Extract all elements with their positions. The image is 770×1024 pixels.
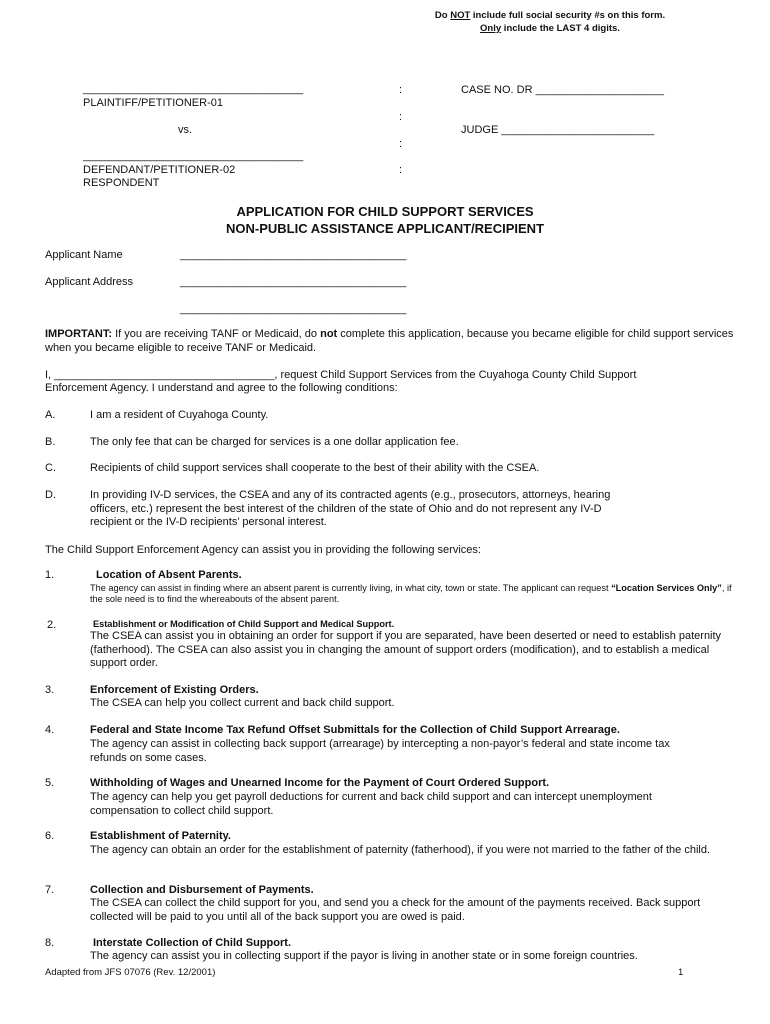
caption-colon: :	[399, 164, 403, 176]
caption-colon: :	[399, 111, 403, 123]
case-number-field: CASE NO. DR _____________________	[461, 84, 665, 96]
notice-not-emphasis: NOT	[450, 10, 471, 21]
condition-text: In providing IV-D services, the CSEA and any of its contracted agents (e.g., prosecutors, attorneys, hearing officers, etc.) represent the best interest of the children of the state of Ohio and do not represent any IV-D recipient or the IV-D recipients’ personal interest.	[90, 489, 611, 528]
service-heading: Withholding of Wages and Unearned Income for the Payment of Court Ordered Support.	[90, 777, 550, 789]
page-subtitle: NON-PUBLIC ASSISTANCE APPLICANT/RECIPIENT	[225, 221, 545, 236]
condition-letter: C.	[45, 462, 56, 474]
service-description: The agency can assist you in collecting support if the payor is living in another state or in some foreign countries.	[90, 950, 638, 962]
judge-field: JUDGE _________________________	[461, 124, 655, 136]
service-number: 2.	[47, 619, 57, 631]
plaintiff-blank-line: ____________________________________	[83, 83, 304, 95]
condition-letter: A.	[45, 409, 56, 421]
important-notice: IMPORTANT: If you are receiving TANF or Medicaid, do not complete this application, because you became eligible for child support services when you became eligible to receive TANF or Medicaid.	[45, 328, 734, 354]
respondent-label: RESPONDENT	[83, 177, 160, 189]
service-description: The agency can obtain an order for the establishment of paternity (fatherhood), if you were not married to the father of the child.	[90, 844, 711, 856]
page-title: APPLICATION FOR CHILD SUPPORT SERVICES	[236, 204, 534, 219]
service-description: The CSEA can help you collect current and back child support.	[90, 697, 395, 709]
service-heading: Enforcement of Existing Orders.	[90, 684, 259, 696]
service-heading: Establishment or Modification of Child Support and Medical Support.	[93, 619, 395, 629]
condition-letter: B.	[45, 436, 56, 448]
applicant-address-blank-2: _____________________________________	[180, 303, 407, 315]
service-heading: Interstate Collection of Child Support.	[93, 937, 291, 949]
service-number: 6.	[45, 830, 55, 842]
ssn-notice-line-1: Do NOT include full social security #s on this form.	[434, 10, 666, 21]
applicant-statement-line-1: I, ____________________________________, request Child Support Services from the Cuyahoga County Child Support	[45, 369, 637, 381]
service-description: The agency can assist in collecting back support (arrearage) by intercepting a non-payor’s federal and state income tax refunds on some cases.	[90, 738, 670, 764]
services-intro: The Child Support Enforcement Agency can assist you in providing the following services:	[45, 544, 481, 556]
footer-source: Adapted from JFS 07076 (Rev. 12/2001)	[45, 967, 216, 978]
service-description: The agency can help you get payroll deductions for current and back child support and can intercept unemployment compensation to collect child support.	[90, 791, 652, 817]
important-label: IMPORTANT:	[45, 328, 113, 340]
service-heading: Collection and Disbursement of Payments.	[90, 884, 314, 896]
service-number: 1.	[45, 569, 55, 581]
condition-text: The only fee that can be charged for services is a one dollar application fee.	[90, 436, 459, 448]
condition-letter: D.	[45, 489, 56, 501]
service-heading: Location of Absent Parents.	[96, 569, 242, 581]
condition-text: Recipients of child support services shall cooperate to the best of their ability with the CSEA.	[90, 462, 540, 474]
service-number: 8.	[45, 937, 55, 949]
ssn-notice-line-2: Only include the LAST 4 digits.	[480, 23, 620, 34]
service-description: The agency can assist in finding where an absent parent is currently living, in what city, town or state. The applicant can request “Location Services Only”, if the sole need is to find the whereabouts of the absent parent.	[90, 583, 732, 604]
applicant-name-label: Applicant Name	[45, 249, 123, 261]
caption-colon: :	[399, 84, 403, 96]
applicant-name-blank: _____________________________________	[180, 249, 407, 261]
applicant-address-label: Applicant Address	[45, 276, 134, 288]
service-number: 4.	[45, 724, 55, 736]
service-description: The CSEA can collect the child support for you, and send you a check for the amount of the payments received. Back support collected will be paid to you until all of the back support you are owed is paid.	[90, 897, 701, 923]
service-number: 3.	[45, 684, 55, 696]
defendant-blank-line: ____________________________________	[83, 150, 304, 162]
service-heading: Federal and State Income Tax Refund Offset Submittals for the Collection of Child Support Arrearage.	[90, 724, 620, 736]
applicant-statement-line-2: Enforcement Agency. I understand and agree to the following conditions:	[45, 382, 398, 394]
service-description: The CSEA can assist you in obtaining an order for support if you are separated, have been deserted or need to establish paternity (fatherhood). The CSEA can also assist you in changing the amount of support orders (modification), and to establish a medical support order.	[90, 630, 722, 669]
defendant-label: DEFENDANT/PETITIONER-02	[83, 164, 236, 176]
plaintiff-label: PLAINTIFF/PETITIONER-01	[83, 97, 223, 109]
case-caption	[0, 0, 770, 200]
applicant-address-blank: _____________________________________	[180, 276, 407, 288]
notice-only-emphasis: Only	[480, 23, 502, 34]
service-number: 7.	[45, 884, 55, 896]
condition-text: I am a resident of Cuyahoga County.	[90, 409, 269, 421]
service-heading: Establishment of Paternity.	[90, 830, 231, 842]
caption-colon: :	[399, 138, 403, 150]
service-number: 5.	[45, 777, 55, 789]
page-number: 1	[678, 967, 684, 978]
versus-label: vs.	[178, 124, 193, 136]
